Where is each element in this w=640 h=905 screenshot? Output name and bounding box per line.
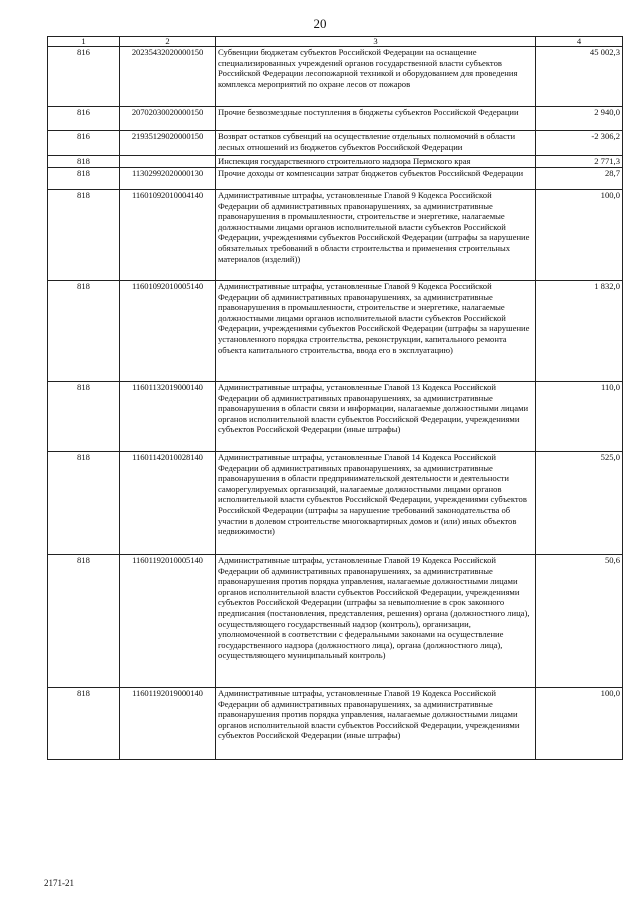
table-row bbox=[48, 382, 623, 452]
admin-code-cell: 816 bbox=[48, 47, 120, 107]
description-cell: Прочие безвозмездные поступления в бюджеты субъектов Российской Федерации bbox=[216, 107, 536, 131]
admin-code-cell: 818 bbox=[48, 168, 120, 190]
admin-code-cell: 818 bbox=[48, 555, 120, 688]
description-cell: Административные штрафы, установленные Главой 19 Кодекса Российской Федерации об административных правонарушениях, за административные правонарушения против порядка управления, налагаемые должностными лицами органов исполнительной власти субъектов Российской Федерации, учреждениями субъектов Российской Федерации (иные штрафы) bbox=[216, 688, 536, 760]
revenue-table bbox=[47, 36, 623, 760]
budget-code-cell: 21935129020000150 bbox=[120, 131, 216, 156]
admin-code-cell: 816 bbox=[48, 131, 120, 156]
budget-code-cell: 20702030020000150 bbox=[120, 107, 216, 131]
budget-code-cell: 11601132019000140 bbox=[120, 382, 216, 452]
budget-code-cell: 11601192019000140 bbox=[120, 688, 216, 760]
amount-cell: 1 832,0 bbox=[536, 281, 623, 382]
budget-code-cell: 11601192010005140 bbox=[120, 555, 216, 688]
table-row bbox=[48, 281, 623, 382]
description-cell: Субвенции бюджетам субъектов Российской Федерации на оснащение специализированных учреждений органов государственной власти субъектов Российской Федерации лесопожарной техникой и оборудованием для проведения комплекса мероприятий по охране лесов от пожаров bbox=[216, 47, 536, 107]
description-cell: Прочие доходы от компенсации затрат бюджетов субъектов Российской Федерации bbox=[216, 168, 536, 190]
table-row bbox=[48, 555, 623, 688]
header-col-1: 1 bbox=[48, 37, 120, 47]
description-cell: Административные штрафы, установленные Главой 9 Кодекса Российской Федерации об административных правонарушениях, за административные правонарушения в промышленности, строительстве и энергетике, налагаемые должностными лицами органов исполнительной власти субъектов Российской Федерации, учреждениями субъектов Российской Федерации (штрафы за нарушение установленного порядка строительства, реконструкции, капитального ремонта объекта капитального строительства, ввода его в эксплуатацию) bbox=[216, 281, 536, 382]
document-code: 2171-21 bbox=[44, 878, 74, 888]
amount-cell: -2 306,2 bbox=[536, 131, 623, 156]
admin-code-cell: 818 bbox=[48, 382, 120, 452]
page-number: 20 bbox=[313, 16, 327, 31]
header-col-2: 2 bbox=[120, 37, 216, 47]
budget-code-cell: 20235432020000150 bbox=[120, 47, 216, 107]
amount-cell: 2 771,3 bbox=[536, 156, 623, 168]
header-col-4: 4 bbox=[536, 37, 623, 47]
table-row bbox=[48, 452, 623, 555]
table-row bbox=[48, 156, 623, 168]
amount-cell: 28,7 bbox=[536, 168, 623, 190]
table-row bbox=[48, 190, 623, 281]
amount-cell: 525,0 bbox=[536, 452, 623, 555]
budget-code-cell: 11601142010028140 bbox=[120, 452, 216, 555]
admin-code-cell: 818 bbox=[48, 452, 120, 555]
amount-cell: 45 002,3 bbox=[536, 47, 623, 107]
description-cell: Инспекция государственного строительного надзора Пермского края bbox=[216, 156, 536, 168]
budget-code-cell: 11601092010004140 bbox=[120, 190, 216, 281]
table-body bbox=[48, 47, 623, 760]
amount-cell: 50,6 bbox=[536, 555, 623, 688]
table-row bbox=[48, 688, 623, 760]
table-row bbox=[48, 131, 623, 156]
description-cell: Административные штрафы, установленные Главой 19 Кодекса Российской Федерации об административных правонарушениях, за административные правонарушения против порядка управления, налагаемые должностными лицами органов исполнительной власти субъектов Российской Федерации, учреждениями субъектов Российской Федерации (штрафы за невыполнение в срок законного предписания (постановления, представления, решения) органа (должностного лица), осуществляющего государственный надзор (контроль), организации, уполномоченной в соответствии с федеральными законами на осуществление государственного надзора (должностного лица), органа (должностного лица), осуществляющего муниципальный контроль) bbox=[216, 555, 536, 688]
description-cell: Административные штрафы, установленные Главой 14 Кодекса Российской Федерации об административных правонарушениях, за административные правонарушения в области предпринимательской деятельности и деятельности саморегулируемых организаций, налагаемые должностными лицами органов исполнительной власти субъектов Российской Федерации, учреждениями субъектов Российской Федерации (штрафы за нарушение требований законодательства об участии в долевом строительстве многоквартирных домов и (или) иных объектов недвижимости) bbox=[216, 452, 536, 555]
amount-cell: 2 940,0 bbox=[536, 107, 623, 131]
amount-cell: 100,0 bbox=[536, 688, 623, 760]
admin-code-cell: 818 bbox=[48, 688, 120, 760]
table-row bbox=[48, 107, 623, 131]
admin-code-cell: 816 bbox=[48, 107, 120, 131]
amount-cell: 100,0 bbox=[536, 190, 623, 281]
description-cell: Административные штрафы, установленные Главой 13 Кодекса Российской Федерации об административных правонарушениях, за административные правонарушения в области связи и информации, налагаемые должностными лицами органов исполнительной власти субъектов Российской Федерации, учреждениями субъектов Российской Федерации (иные штрафы) bbox=[216, 382, 536, 452]
description-cell: Возврат остатков субвенций на осуществление отдельных полномочий в области лесных отношений из бюджетов субъектов Российской Федерации bbox=[216, 131, 536, 156]
description-cell: Административные штрафы, установленные Главой 9 Кодекса Российской Федерации об административных правонарушениях, за административные правонарушения в промышленности, строительстве и энергетике, налагаемые должностными лицами органов исполнительной власти субъектов Российской Федерации, учреждениями субъектов Российской Федерации (штрафы за нарушение обязательных требований в области строительства и применения строительных материалов (изделий)) bbox=[216, 190, 536, 281]
admin-code-cell: 818 bbox=[48, 190, 120, 281]
admin-code-cell: 818 bbox=[48, 156, 120, 168]
budget-code-cell: 11601092010005140 bbox=[120, 281, 216, 382]
budget-code-cell bbox=[120, 156, 216, 168]
admin-code-cell: 818 bbox=[48, 281, 120, 382]
table-row bbox=[48, 168, 623, 190]
amount-cell: 110,0 bbox=[536, 382, 623, 452]
budget-code-cell: 11302992020000130 bbox=[120, 168, 216, 190]
table-header-row bbox=[48, 37, 623, 47]
table-row bbox=[48, 47, 623, 107]
header-col-3: 3 bbox=[216, 37, 536, 47]
